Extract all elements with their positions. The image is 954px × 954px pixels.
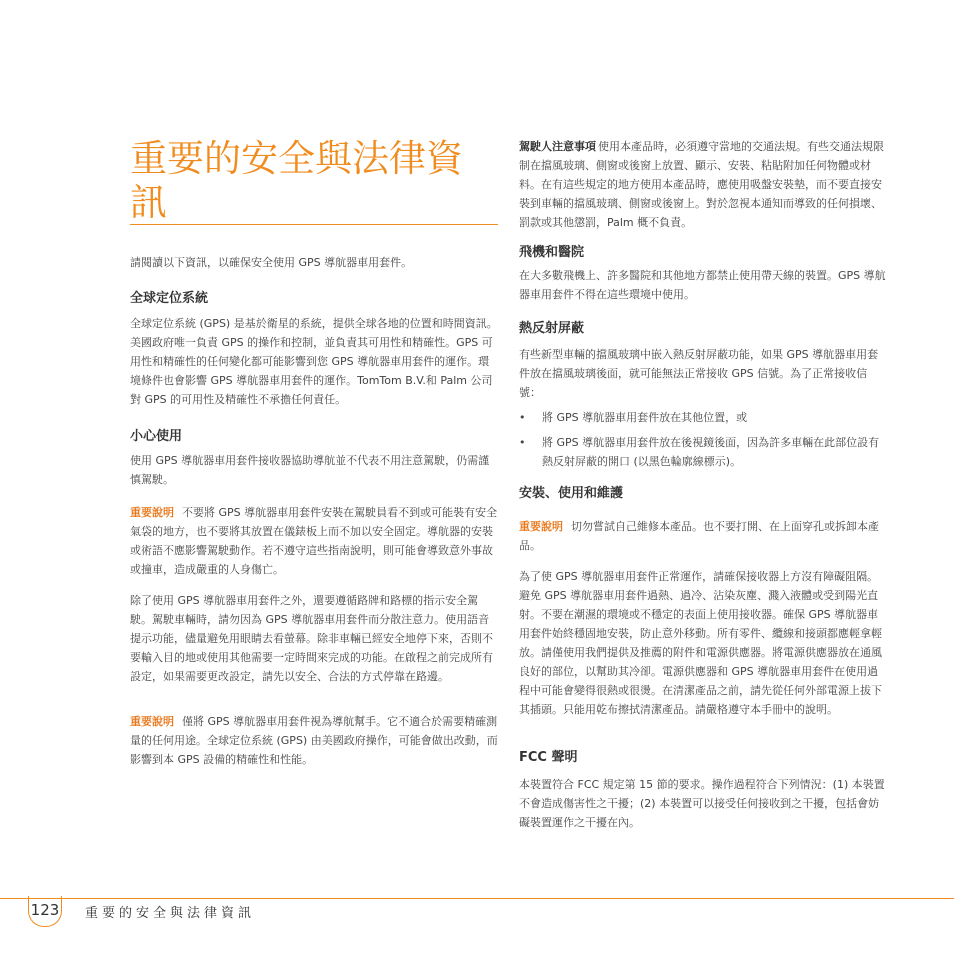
driver-notice (519, 137, 887, 232)
careful-use-heading: 小心使用 (130, 429, 183, 444)
install-body: 為了使 GPS 導航器車用套件正常運作，請確保接收器上方沒有障礙阻隔。避免 GPS 導航器車用套件過熱、過冷、沾染灰塵、濺入液體或受到陽光直射。不要在潮濕的環境或不穩定的表面上使用接收器。確保 GPS 導航器車用套件始終穩固地安裝，防止意外移動。所有零件、纜線和接頭都應輕拿輕放。請僅使用我們提供及推薦的附件和電源供應器。將電源供應器放在通風良好的部位，以幫助其冷卻。電源供應器和 GPS 導航器車用套件在使用過程中可能會變得很熱或很燙。在清潔產品之前，請先從任何外部電源上拔下其插頭。只能用乾布擦拭清潔產品。請嚴格遵守本手冊中的說明。 (519, 570, 882, 716)
note-label: 重要說明 (130, 506, 174, 519)
footer-section-title: 重要的安全與法律資訊 (85, 906, 256, 921)
intro-text: 請閱讀以下資訊，以確保安全使用 GPS 導航器車用套件。 (130, 256, 413, 269)
install-heading: 安裝、使用和維護 (519, 486, 624, 501)
note-label: 重要說明 (519, 520, 563, 533)
aircraft-hospital-body: 在大多數飛機上、許多醫院和其他地方都禁止使用帶天線的裝置。GPS 導航器車用套件不得在這些環境中使用。 (519, 269, 886, 301)
important-note-3 (519, 517, 887, 555)
gps-body: 全球定位系統 (GPS) 是基於衛星的系統，提供全球各地的位置和時間資訊。美國政府唯一負責 GPS 的操作和控制，並負責其可用性和精確性。GPS 可用性和精確性的任何變化都可能影響到您 GPS 導航器車用套件的運作。環境條件也會影響 GPS 導航器車用套件的運作。TomTom B.V.和 Palm 公司對 GPS 的可用性及精確性不承擔任何責任。 (130, 317, 498, 406)
list-item: • 將 GPS 導航器車用套件放在其他位置，或 (519, 411, 748, 424)
heat-shield-heading: 熱反射屏蔽 (519, 321, 585, 336)
gps-heading: 全球定位系統 (130, 291, 209, 306)
note-body: 切勿嘗試自己維修本產品。也不要打開、在上面穿孔或拆卸本產品。 (519, 520, 879, 552)
important-note-2 (130, 712, 498, 769)
aircraft-hospital-heading: 飛機和醫院 (519, 245, 585, 260)
driver-notice-body: 使用本產品時，必須遵守當地的交通法規。有些交通法規限制在擋風玻璃、側窗或後窗上放置、顯示、安裝、粘貼附加任何物體或材料。在有這些規定的地方使用本產品時，應使用吸盤安裝墊，而不要直接安裝到車輛的擋風玻璃、側窗或後窗上。對於忽視本通知而導致的任何損壞、罰款或其他懲罰，Palm 概不負責。 (519, 140, 884, 229)
heat-shield-body: 有些新型車輛的擋風玻璃中嵌入熱反射屏蔽功能，如果 GPS 導航器車用套件放在擋風玻璃後面，就可能無法正常接收 GPS 信號。為了正常接收信號： (519, 348, 879, 399)
heat-shield-bullets (519, 408, 887, 477)
title-divider (130, 224, 498, 225)
fcc-heading: FCC 聲明 (519, 750, 578, 765)
careful-use-body: 使用 GPS 導航器車用套件接收器協助導航並不代表不用注意駕駛，仍需謹慎駕駛。 (130, 454, 490, 486)
note-body: 僅將 GPS 導航器車用套件視為導航幫手。它不適合於需要精確測量的任何用途。全球定位系統 (GPS) 由美國政府操作，可能會做出改動，而影響到本 GPS 設備的精確性和性能。 (130, 715, 498, 766)
list-item: • 將 GPS 導航器車用套件放在後視鏡後面，因為許多車輛在此部位設有熱反射屏蔽的開口 (以黑色輪廓線標示)。 (519, 436, 880, 468)
driver-notice-label: 駕駛人注意事項 (519, 140, 596, 153)
important-note-1 (130, 503, 498, 579)
page-title: 重要的安全與法律資訊 (130, 137, 463, 224)
note-label: 重要說明 (130, 715, 174, 728)
note-body: 不要將 GPS 導航器車用套件安裝在駕駛員看不到或可能裝有安全氣袋的地方，也不要將其放置在儀錶板上而不加以安全固定。導航器的安裝或術語不應影響駕駛動作。若不遵守這些指南說明，則可能會導致意外事故或撞車，造成嚴重的人身傷亡。 (130, 506, 498, 576)
safe-driving-paragraph: 除了使用 GPS 導航器車用套件之外，還要遵循路牌和路標的指示安全駕駛。駕駛車輛時，請勿因為 GPS 導航器車用套件而分散注意力。使用語音提示功能，儘量避免用眼睛去看螢幕。除非車輛已經安全地停下來，否則不要輸入目的地或使用其他需要一定時間來完成的功能。在啟程之前完成所有設定，如果需要更改設定，請先以安全、合法的方式停靠在路邊。 (130, 594, 493, 683)
footer-divider (0, 898, 954, 899)
page-number: 123 (28, 896, 62, 927)
fcc-body: 本裝置符合 FCC 規定第 15 節的要求。操作過程符合下列情況：(1) 本裝置不會造成傷害性之干擾；(2) 本裝置可以接受任何接收到之干擾，包括會妨礙裝置運作之干擾在內。 (519, 778, 885, 829)
